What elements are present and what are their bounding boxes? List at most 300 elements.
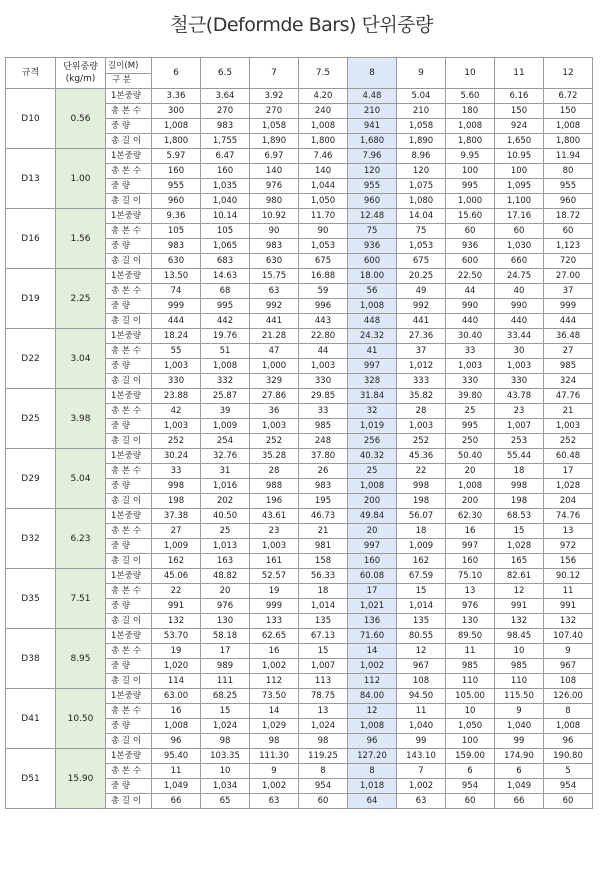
value-cell: 105.00: [446, 689, 495, 704]
value-cell: 98: [250, 734, 299, 749]
value-cell: 95.40: [152, 749, 201, 764]
value-cell: 1,008: [348, 719, 397, 734]
table-header: [6, 58, 593, 89]
value-cell: 115.50: [495, 689, 544, 704]
value-cell: 1,800: [152, 134, 201, 149]
value-cell: 1,007: [495, 419, 544, 434]
value-cell: 11.70: [299, 209, 348, 224]
table-row: [6, 329, 593, 344]
value-cell: 1,040: [397, 719, 446, 734]
value-cell: 960: [544, 194, 593, 209]
value-cell: 133: [250, 614, 299, 629]
value-cell: 448: [348, 314, 397, 329]
value-cell: 135: [397, 614, 446, 629]
value-cell: 630: [250, 254, 299, 269]
length-header: 8: [348, 58, 397, 89]
value-cell: 10: [446, 704, 495, 719]
value-cell: 25: [446, 404, 495, 419]
table-row: [6, 629, 593, 644]
value-cell: 210: [397, 104, 446, 119]
value-cell: 63: [397, 794, 446, 809]
value-cell: 998: [397, 479, 446, 494]
value-cell: 23: [250, 524, 299, 539]
value-cell: 998: [152, 479, 201, 494]
value-cell: 1,044: [299, 179, 348, 194]
row-label: 총 본 수: [106, 764, 152, 779]
value-cell: 924: [495, 119, 544, 134]
value-cell: 13.50: [152, 269, 201, 284]
value-cell: 6.16: [495, 89, 544, 104]
value-cell: 75.10: [446, 569, 495, 584]
page-title: 철근(Deformde Bars) 단위중량: [170, 14, 433, 36]
value-cell: 999: [250, 599, 299, 614]
value-cell: 98: [201, 734, 250, 749]
value-cell: 67.59: [397, 569, 446, 584]
value-cell: 60: [446, 224, 495, 239]
value-cell: 999: [152, 299, 201, 314]
value-cell: 150: [495, 104, 544, 119]
value-cell: 972: [544, 539, 593, 554]
value-cell: 68.25: [201, 689, 250, 704]
value-cell: 33: [299, 404, 348, 419]
value-cell: 1,003: [544, 419, 593, 434]
value-cell: 270: [250, 104, 299, 119]
value-cell: 17: [348, 584, 397, 599]
value-cell: 1,008: [152, 119, 201, 134]
value-cell: 16: [250, 644, 299, 659]
value-cell: 18: [495, 464, 544, 479]
unit-weight-cell: 10.50: [56, 689, 106, 749]
unit-weight-cell: 15.90: [56, 749, 106, 809]
value-cell: 14.04: [397, 209, 446, 224]
row-label: 중 량: [106, 239, 152, 254]
value-cell: 1,800: [544, 134, 593, 149]
spec-cell: D51: [6, 749, 56, 809]
value-cell: 1,008: [446, 479, 495, 494]
value-cell: 53.70: [152, 629, 201, 644]
value-cell: 252: [152, 434, 201, 449]
value-cell: 328: [348, 374, 397, 389]
length-header: 6.5: [201, 58, 250, 89]
row-label: 총 본 수: [106, 584, 152, 599]
row-label: 총 본 수: [106, 164, 152, 179]
value-cell: 60: [495, 224, 544, 239]
length-header: 7.5: [299, 58, 348, 89]
value-cell: 995: [446, 179, 495, 194]
value-cell: 12: [397, 644, 446, 659]
row-label: 총 길 이: [106, 614, 152, 629]
value-cell: 40.32: [348, 449, 397, 464]
value-cell: 1,029: [250, 719, 299, 734]
value-cell: 995: [446, 419, 495, 434]
value-cell: 941: [348, 119, 397, 134]
row-label: 총 길 이: [106, 314, 152, 329]
length-header: 7: [250, 58, 299, 89]
value-cell: 9: [495, 704, 544, 719]
value-cell: 89.50: [446, 629, 495, 644]
value-cell: 25: [201, 524, 250, 539]
value-cell: 1,008: [201, 359, 250, 374]
value-cell: 31: [201, 464, 250, 479]
value-cell: 75: [397, 224, 446, 239]
value-cell: 105: [152, 224, 201, 239]
value-cell: 90: [250, 224, 299, 239]
unit-weight-cell: 3.04: [56, 329, 106, 389]
value-cell: 110: [446, 674, 495, 689]
value-cell: 107.40: [544, 629, 593, 644]
row-label: 중 량: [106, 119, 152, 134]
value-cell: 252: [250, 434, 299, 449]
value-cell: 12.48: [348, 209, 397, 224]
value-cell: 99: [495, 734, 544, 749]
value-cell: 63: [250, 284, 299, 299]
row-label: 1본중량: [106, 689, 152, 704]
value-cell: 49.84: [348, 509, 397, 524]
value-cell: 9.95: [446, 149, 495, 164]
value-cell: 14: [250, 704, 299, 719]
value-cell: 6.97: [250, 149, 299, 164]
value-cell: 59: [299, 284, 348, 299]
value-cell: 1,008: [348, 299, 397, 314]
value-cell: 967: [544, 659, 593, 674]
value-cell: 17: [544, 464, 593, 479]
row-label: 1본중량: [106, 629, 152, 644]
value-cell: 1,095: [495, 179, 544, 194]
value-cell: 11: [446, 644, 495, 659]
value-cell: 165: [495, 554, 544, 569]
value-cell: 68.53: [495, 509, 544, 524]
value-cell: 45.36: [397, 449, 446, 464]
value-cell: 300: [152, 104, 201, 119]
value-cell: 8: [348, 764, 397, 779]
row-label: 중 량: [106, 539, 152, 554]
length-division-header: [106, 58, 152, 89]
value-cell: 43.61: [250, 509, 299, 524]
spec-header: 규격: [6, 58, 56, 89]
value-cell: 32.76: [201, 449, 250, 464]
value-cell: 3.92: [250, 89, 299, 104]
value-cell: 988: [250, 479, 299, 494]
value-cell: 37.80: [299, 449, 348, 464]
value-cell: 17: [201, 644, 250, 659]
value-cell: 10: [495, 644, 544, 659]
value-cell: 324: [544, 374, 593, 389]
value-cell: 96: [544, 734, 593, 749]
value-cell: 252: [397, 434, 446, 449]
value-cell: 5.97: [152, 149, 201, 164]
value-cell: 33.44: [495, 329, 544, 344]
value-cell: 1,100: [495, 194, 544, 209]
value-cell: 27: [152, 524, 201, 539]
value-cell: 18.00: [348, 269, 397, 284]
unit-weight-cell: 1.56: [56, 209, 106, 269]
value-cell: 983: [152, 239, 201, 254]
value-cell: 190.80: [544, 749, 593, 764]
division-label: 구 분: [112, 74, 132, 85]
unit-weight-cell: 2.25: [56, 269, 106, 329]
value-cell: 103.35: [201, 749, 250, 764]
value-cell: 985: [299, 419, 348, 434]
value-cell: 1,024: [201, 719, 250, 734]
value-cell: 15: [201, 704, 250, 719]
value-cell: 40: [495, 284, 544, 299]
rebar-weight-table: [5, 57, 593, 809]
value-cell: 113: [299, 674, 348, 689]
row-label: 총 본 수: [106, 404, 152, 419]
value-cell: 954: [446, 779, 495, 794]
value-cell: 90: [299, 224, 348, 239]
value-cell: 15.60: [446, 209, 495, 224]
value-cell: 31.84: [348, 389, 397, 404]
value-cell: 110: [495, 674, 544, 689]
value-cell: 56.33: [299, 569, 348, 584]
value-cell: 100: [495, 164, 544, 179]
value-cell: 60: [299, 794, 348, 809]
value-cell: 1,035: [201, 179, 250, 194]
value-cell: 997: [446, 539, 495, 554]
value-cell: 120: [397, 164, 446, 179]
value-cell: 119.25: [299, 749, 348, 764]
value-cell: 248: [299, 434, 348, 449]
value-cell: 21: [544, 404, 593, 419]
value-cell: 18: [397, 524, 446, 539]
value-cell: 27.36: [397, 329, 446, 344]
value-cell: 24.75: [495, 269, 544, 284]
value-cell: 1,003: [250, 539, 299, 554]
value-cell: 98.45: [495, 629, 544, 644]
value-cell: 15: [299, 644, 348, 659]
value-cell: 60.48: [544, 449, 593, 464]
value-cell: 1,002: [250, 659, 299, 674]
spec-cell: D41: [6, 689, 56, 749]
value-cell: 600: [348, 254, 397, 269]
value-cell: 1,008: [544, 119, 593, 134]
row-label: 중 량: [106, 359, 152, 374]
value-cell: 21.28: [250, 329, 299, 344]
value-cell: 1,049: [495, 779, 544, 794]
value-cell: 991: [152, 599, 201, 614]
value-cell: 13: [299, 704, 348, 719]
value-cell: 112: [250, 674, 299, 689]
value-cell: 161: [250, 554, 299, 569]
value-cell: 37: [397, 344, 446, 359]
value-cell: 80.55: [397, 629, 446, 644]
value-cell: 330: [152, 374, 201, 389]
value-cell: 6.72: [544, 89, 593, 104]
value-cell: 330: [299, 374, 348, 389]
value-cell: 1,008: [299, 119, 348, 134]
value-cell: 27.00: [544, 269, 593, 284]
value-cell: 936: [348, 239, 397, 254]
value-cell: 68: [201, 284, 250, 299]
value-cell: 210: [348, 104, 397, 119]
value-cell: 52.57: [250, 569, 299, 584]
value-cell: 46.73: [299, 509, 348, 524]
value-cell: 1,028: [495, 539, 544, 554]
unit-weight-cell: 6.23: [56, 509, 106, 569]
value-cell: 1,049: [152, 779, 201, 794]
value-cell: 39: [201, 404, 250, 419]
table-row: [6, 389, 593, 404]
table-row: [6, 689, 593, 704]
value-cell: 997: [348, 359, 397, 374]
row-label: 1본중량: [106, 89, 152, 104]
value-cell: 198: [495, 494, 544, 509]
unit-weight-header: [56, 58, 106, 89]
value-cell: 90.12: [544, 569, 593, 584]
value-cell: 441: [397, 314, 446, 329]
value-cell: 1,007: [299, 659, 348, 674]
value-cell: 253: [495, 434, 544, 449]
value-cell: 47: [250, 344, 299, 359]
value-cell: 55.44: [495, 449, 544, 464]
value-cell: 1,016: [201, 479, 250, 494]
value-cell: 50.40: [446, 449, 495, 464]
value-cell: 96: [348, 734, 397, 749]
value-cell: 11: [152, 764, 201, 779]
row-label: 1본중량: [106, 749, 152, 764]
value-cell: 985: [495, 659, 544, 674]
value-cell: 1,058: [250, 119, 299, 134]
length-header: 12: [544, 58, 593, 89]
value-cell: 1,003: [397, 419, 446, 434]
table-row: [6, 449, 593, 464]
value-cell: 71.60: [348, 629, 397, 644]
value-cell: 132: [495, 614, 544, 629]
value-cell: 1,890: [250, 134, 299, 149]
value-cell: 136: [348, 614, 397, 629]
value-cell: 936: [446, 239, 495, 254]
value-cell: 1,012: [397, 359, 446, 374]
value-cell: 18.72: [544, 209, 593, 224]
value-cell: 985: [544, 359, 593, 374]
spec-cell: D10: [6, 89, 56, 149]
value-cell: 13: [446, 584, 495, 599]
value-cell: 67.13: [299, 629, 348, 644]
row-label: 총 본 수: [106, 464, 152, 479]
value-cell: 1,680: [348, 134, 397, 149]
value-cell: 5.04: [397, 89, 446, 104]
length-header: 11: [495, 58, 544, 89]
value-cell: 683: [201, 254, 250, 269]
value-cell: 16: [446, 524, 495, 539]
value-cell: 30.24: [152, 449, 201, 464]
value-cell: 954: [299, 779, 348, 794]
value-cell: 1,003: [152, 419, 201, 434]
value-cell: 28: [250, 464, 299, 479]
value-cell: 3.64: [201, 89, 250, 104]
value-cell: 444: [152, 314, 201, 329]
value-cell: 991: [495, 599, 544, 614]
value-cell: 75: [348, 224, 397, 239]
value-cell: 35.28: [250, 449, 299, 464]
value-cell: 983: [201, 119, 250, 134]
value-cell: 28: [397, 404, 446, 419]
value-cell: 42: [152, 404, 201, 419]
unit-weight-cell: 5.04: [56, 449, 106, 509]
spec-cell: D38: [6, 629, 56, 689]
row-label: 중 량: [106, 779, 152, 794]
value-cell: 998: [495, 479, 544, 494]
value-cell: 1,053: [397, 239, 446, 254]
value-cell: 48.82: [201, 569, 250, 584]
value-cell: 981: [299, 539, 348, 554]
value-cell: 108: [544, 674, 593, 689]
value-cell: 1,034: [201, 779, 250, 794]
value-cell: 1,755: [201, 134, 250, 149]
value-cell: 120: [348, 164, 397, 179]
value-cell: 441: [250, 314, 299, 329]
value-cell: 254: [201, 434, 250, 449]
spec-cell: D25: [6, 389, 56, 449]
value-cell: 976: [446, 599, 495, 614]
value-cell: 62.65: [250, 629, 299, 644]
value-cell: 158: [299, 554, 348, 569]
value-cell: 980: [250, 194, 299, 209]
value-cell: 15: [397, 584, 446, 599]
value-cell: 1,009: [397, 539, 446, 554]
value-cell: 720: [544, 254, 593, 269]
value-cell: 64: [348, 794, 397, 809]
value-cell: 198: [152, 494, 201, 509]
value-cell: 60: [446, 794, 495, 809]
value-cell: 162: [152, 554, 201, 569]
length-header: 6: [152, 58, 201, 89]
row-label: 중 량: [106, 419, 152, 434]
spec-cell: D32: [6, 509, 56, 569]
value-cell: 332: [201, 374, 250, 389]
value-cell: 990: [495, 299, 544, 314]
value-cell: 983: [250, 239, 299, 254]
row-label: 총 길 이: [106, 554, 152, 569]
value-cell: 25: [348, 464, 397, 479]
value-cell: 1,024: [299, 719, 348, 734]
value-cell: 60: [544, 794, 593, 809]
value-cell: 983: [299, 479, 348, 494]
value-cell: 21: [299, 524, 348, 539]
value-cell: 24.32: [348, 329, 397, 344]
value-cell: 252: [544, 434, 593, 449]
value-cell: 32: [348, 404, 397, 419]
value-cell: 11: [397, 704, 446, 719]
value-cell: 1,075: [397, 179, 446, 194]
value-cell: 270: [201, 104, 250, 119]
value-cell: 1,000: [250, 359, 299, 374]
row-label: 중 량: [106, 719, 152, 734]
value-cell: 14: [348, 644, 397, 659]
value-cell: 18.24: [152, 329, 201, 344]
value-cell: 41: [348, 344, 397, 359]
value-cell: 29.85: [299, 389, 348, 404]
value-cell: 130: [201, 614, 250, 629]
value-cell: 35.82: [397, 389, 446, 404]
value-cell: 73.50: [250, 689, 299, 704]
unit-weight-cell: 3.98: [56, 389, 106, 449]
value-cell: 1,003: [152, 359, 201, 374]
value-cell: 180: [446, 104, 495, 119]
value-cell: 256: [348, 434, 397, 449]
value-cell: 200: [446, 494, 495, 509]
value-cell: 15: [495, 524, 544, 539]
value-cell: 126.00: [544, 689, 593, 704]
table-row: [6, 149, 593, 164]
table-row: [6, 209, 593, 224]
row-label: 총 본 수: [106, 344, 152, 359]
row-label: 중 량: [106, 659, 152, 674]
value-cell: 10: [201, 764, 250, 779]
value-cell: 204: [544, 494, 593, 509]
value-cell: 14.63: [201, 269, 250, 284]
